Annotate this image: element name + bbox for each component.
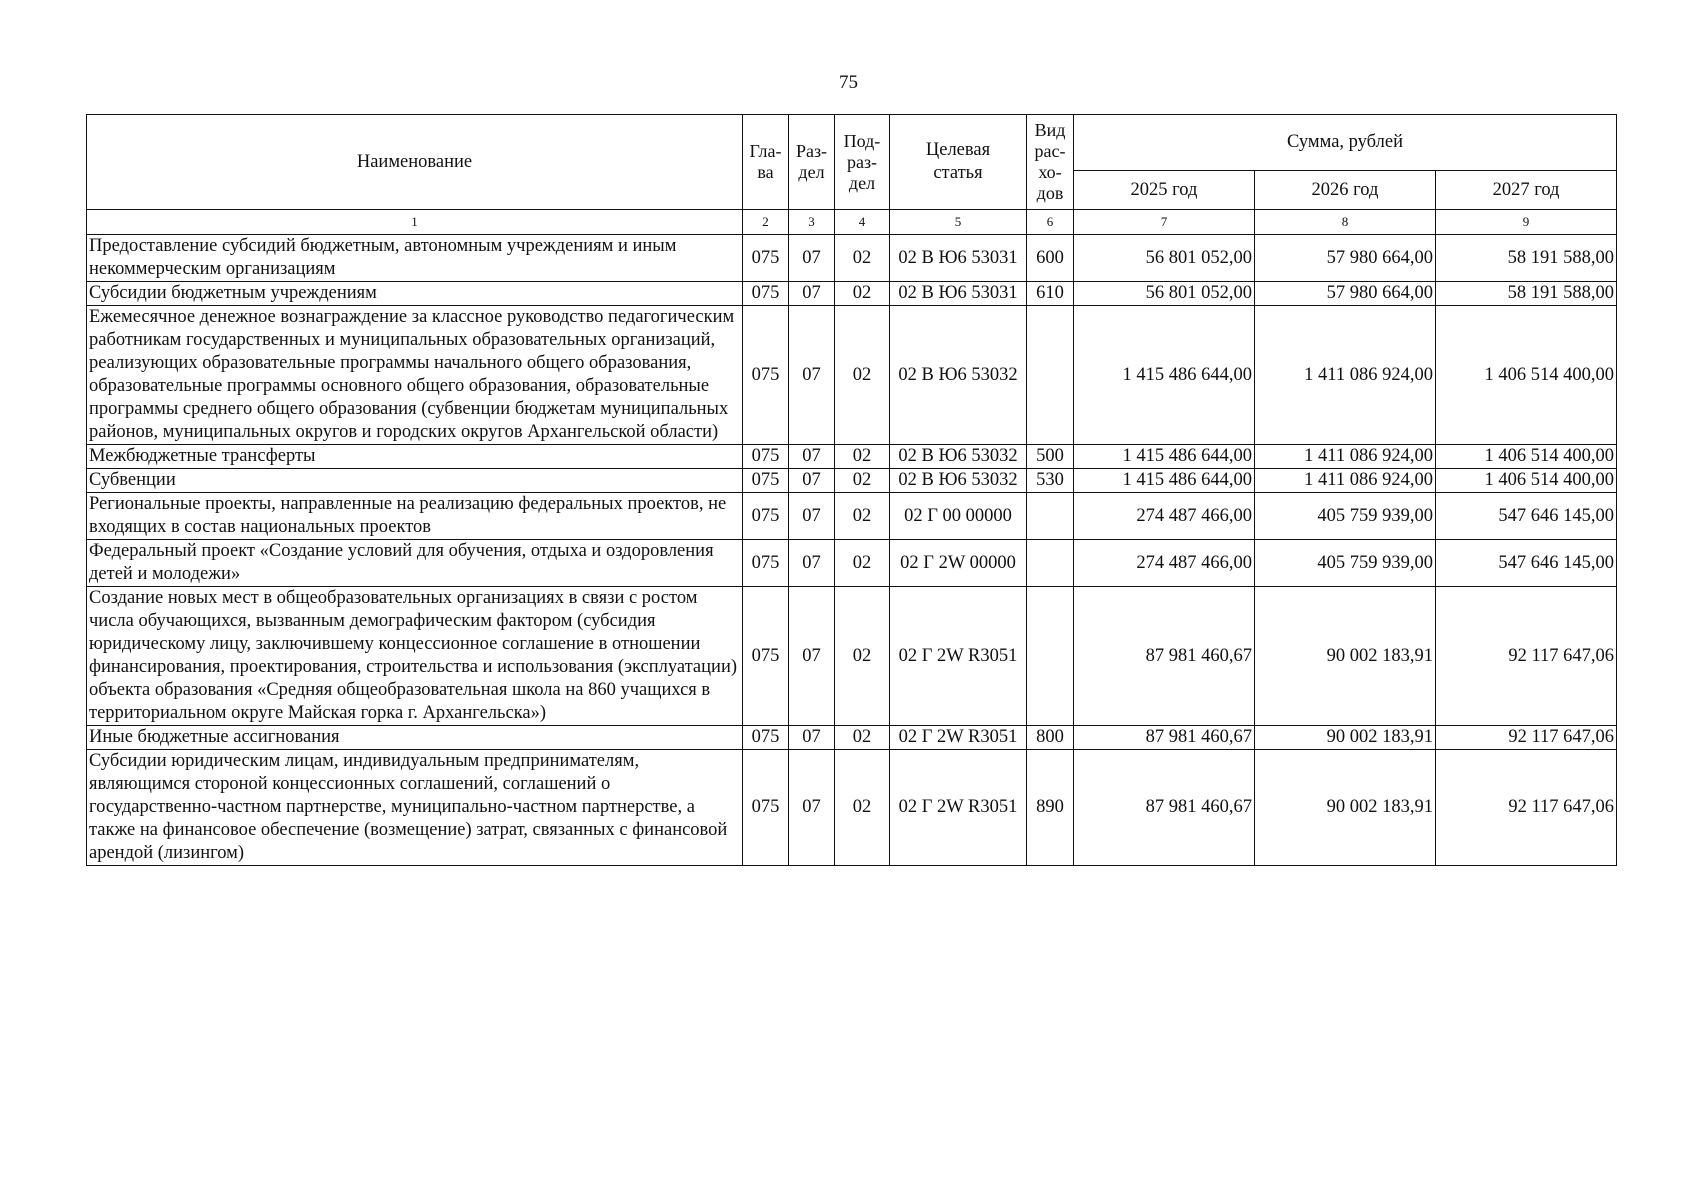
header-section: Раз- дел xyxy=(789,115,835,210)
table-row xyxy=(87,750,1617,866)
row-target-article: 02 Г 2W R3051 xyxy=(890,587,1027,726)
row-name: Иные бюджетные ассигнования xyxy=(87,726,743,750)
row-sum-2027: 92 117 647,06 xyxy=(1436,587,1617,726)
row-sum-2027: 92 117 647,06 xyxy=(1436,750,1617,866)
row-name: Создание новых мест в общеобразовательных организациях в связи с ростом числа обучающихся, вызванным демографическим фактором (субсидия юридическому лицу, заключившему концессионное соглашение в отношении финансирования, проектирования, строительства и использования (эксплуатации) объекта образования «Средняя общеобразовательная школа на 860 учащихся в территориальном округе Майская горка г. Архангельска») xyxy=(87,587,743,726)
row-subsection: 02 xyxy=(835,282,890,306)
table-row xyxy=(87,306,1617,445)
row-sum-2026: 1 411 086 924,00 xyxy=(1255,445,1436,469)
row-sum-2027: 58 191 588,00 xyxy=(1436,282,1617,306)
column-number: 2 xyxy=(743,210,789,235)
table-row xyxy=(87,469,1617,493)
row-name: Субсидии юридическим лицам, индивидуальным предпринимателям, являющимся стороной концессионных соглашений, соглашений о государственно-частном партнерстве, муниципально-частном партнерстве, а также на финансовое обеспечение (возмещение) затрат, связанных с финансовой арендой (лизингом) xyxy=(87,750,743,866)
header-name: Наименование xyxy=(87,115,743,210)
row-chapter: 075 xyxy=(743,282,789,306)
row-expense-type: 610 xyxy=(1027,282,1074,306)
row-sum-2025: 56 801 052,00 xyxy=(1074,282,1255,306)
table-row xyxy=(87,282,1617,306)
row-target-article: 02 В Ю6 53031 xyxy=(890,235,1027,282)
budget-table xyxy=(86,114,1617,866)
row-section: 07 xyxy=(789,540,835,587)
row-subsection: 02 xyxy=(835,235,890,282)
row-sum-2027: 58 191 588,00 xyxy=(1436,235,1617,282)
row-sum-2025: 1 415 486 644,00 xyxy=(1074,306,1255,445)
row-sum-2026: 57 980 664,00 xyxy=(1255,282,1436,306)
column-number: 8 xyxy=(1255,210,1436,235)
table-row xyxy=(87,445,1617,469)
row-sum-2025: 87 981 460,67 xyxy=(1074,726,1255,750)
row-expense-type: 800 xyxy=(1027,726,1074,750)
row-section: 07 xyxy=(789,469,835,493)
row-subsection: 02 xyxy=(835,469,890,493)
row-subsection: 02 xyxy=(835,750,890,866)
row-expense-type: 500 xyxy=(1027,445,1074,469)
row-sum-2025: 87 981 460,67 xyxy=(1074,750,1255,866)
column-number: 7 xyxy=(1074,210,1255,235)
row-target-article: 02 Г 2W R3051 xyxy=(890,750,1027,866)
row-section: 07 xyxy=(789,235,835,282)
column-number: 5 xyxy=(890,210,1027,235)
row-sum-2026: 405 759 939,00 xyxy=(1255,493,1436,540)
header-subsection: Под- раз- дел xyxy=(835,115,890,210)
row-section: 07 xyxy=(789,445,835,469)
row-sum-2026: 57 980 664,00 xyxy=(1255,235,1436,282)
row-sum-2025: 274 487 466,00 xyxy=(1074,493,1255,540)
row-expense-type: 600 xyxy=(1027,235,1074,282)
header-year-2025: 2025 год xyxy=(1074,171,1255,210)
table-row xyxy=(87,540,1617,587)
row-sum-2027: 1 406 514 400,00 xyxy=(1436,469,1617,493)
row-target-article: 02 В Ю6 53032 xyxy=(890,445,1027,469)
row-name: Субвенции xyxy=(87,469,743,493)
row-section: 07 xyxy=(789,726,835,750)
row-sum-2025: 87 981 460,67 xyxy=(1074,587,1255,726)
row-name: Региональные проекты, направленные на реализацию федеральных проектов, не входящих в состав национальных проектов xyxy=(87,493,743,540)
row-chapter: 075 xyxy=(743,445,789,469)
row-expense-type: 890 xyxy=(1027,750,1074,866)
row-subsection: 02 xyxy=(835,306,890,445)
column-number: 3 xyxy=(789,210,835,235)
row-sum-2026: 405 759 939,00 xyxy=(1255,540,1436,587)
row-chapter: 075 xyxy=(743,750,789,866)
row-chapter: 075 xyxy=(743,306,789,445)
row-subsection: 02 xyxy=(835,587,890,726)
row-subsection: 02 xyxy=(835,540,890,587)
row-sum-2027: 1 406 514 400,00 xyxy=(1436,445,1617,469)
row-sum-2025: 274 487 466,00 xyxy=(1074,540,1255,587)
row-section: 07 xyxy=(789,493,835,540)
header-target-article: Целевая статья xyxy=(890,115,1027,210)
row-chapter: 075 xyxy=(743,587,789,726)
row-expense-type xyxy=(1027,540,1074,587)
column-number: 6 xyxy=(1027,210,1074,235)
row-chapter: 075 xyxy=(743,469,789,493)
header-chapter: Гла- ва xyxy=(743,115,789,210)
row-sum-2027: 547 646 145,00 xyxy=(1436,540,1617,587)
row-subsection: 02 xyxy=(835,445,890,469)
row-sum-2027: 547 646 145,00 xyxy=(1436,493,1617,540)
table-row xyxy=(87,493,1617,540)
column-number: 9 xyxy=(1436,210,1617,235)
row-target-article: 02 В Ю6 53032 xyxy=(890,306,1027,445)
table-row xyxy=(87,587,1617,726)
row-section: 07 xyxy=(789,282,835,306)
table-row xyxy=(87,235,1617,282)
column-number: 4 xyxy=(835,210,890,235)
header-year-2027: 2027 год xyxy=(1436,171,1617,210)
row-name: Предоставление субсидий бюджетным, автономным учреждениям и иным некоммерческим организациям xyxy=(87,235,743,282)
row-subsection: 02 xyxy=(835,726,890,750)
row-name: Субсидии бюджетным учреждениям xyxy=(87,282,743,306)
row-chapter: 075 xyxy=(743,726,789,750)
row-sum-2026: 90 002 183,91 xyxy=(1255,726,1436,750)
header-expense-type: Вид рас- хо- дов xyxy=(1027,115,1074,210)
table-row xyxy=(87,726,1617,750)
row-sum-2026: 90 002 183,91 xyxy=(1255,587,1436,726)
row-section: 07 xyxy=(789,306,835,445)
column-number-row xyxy=(87,210,1617,235)
column-number: 1 xyxy=(87,210,743,235)
row-sum-2027: 1 406 514 400,00 xyxy=(1436,306,1617,445)
row-sum-2025: 1 415 486 644,00 xyxy=(1074,445,1255,469)
row-sum-2026: 1 411 086 924,00 xyxy=(1255,306,1436,445)
row-chapter: 075 xyxy=(743,235,789,282)
row-expense-type xyxy=(1027,587,1074,726)
row-name: Федеральный проект «Создание условий для обучения, отдыха и оздоровления детей и молодежи» xyxy=(87,540,743,587)
header-sum: Сумма, рублей xyxy=(1074,115,1617,171)
row-sum-2025: 1 415 486 644,00 xyxy=(1074,469,1255,493)
row-target-article: 02 В Ю6 53031 xyxy=(890,282,1027,306)
row-target-article: 02 Г 00 00000 xyxy=(890,493,1027,540)
header-year-2026: 2026 год xyxy=(1255,171,1436,210)
row-sum-2027: 92 117 647,06 xyxy=(1436,726,1617,750)
row-expense-type: 530 xyxy=(1027,469,1074,493)
row-sum-2026: 90 002 183,91 xyxy=(1255,750,1436,866)
row-section: 07 xyxy=(789,750,835,866)
row-chapter: 075 xyxy=(743,540,789,587)
row-chapter: 075 xyxy=(743,493,789,540)
row-name: Ежемесячное денежное вознаграждение за классное руководство педагогическим работникам государственных и муниципальных образовательных организаций, реализующих образовательные программы начального общего образования, образовательные программы основного общего образования, образовательные программы среднего общего образования (субвенции бюджетам муниципальных районов, муниципальных округов и городских округов Архангельской области) xyxy=(87,306,743,445)
row-section: 07 xyxy=(789,587,835,726)
row-target-article: 02 Г 2W R3051 xyxy=(890,726,1027,750)
row-subsection: 02 xyxy=(835,493,890,540)
row-sum-2025: 56 801 052,00 xyxy=(1074,235,1255,282)
row-name: Межбюджетные трансферты xyxy=(87,445,743,469)
row-sum-2026: 1 411 086 924,00 xyxy=(1255,469,1436,493)
row-expense-type xyxy=(1027,306,1074,445)
page-number: 75 xyxy=(839,72,858,93)
row-target-article: 02 Г 2W 00000 xyxy=(890,540,1027,587)
row-expense-type xyxy=(1027,493,1074,540)
table-body xyxy=(87,210,1617,866)
table-header xyxy=(87,115,1617,210)
row-target-article: 02 В Ю6 53032 xyxy=(890,469,1027,493)
